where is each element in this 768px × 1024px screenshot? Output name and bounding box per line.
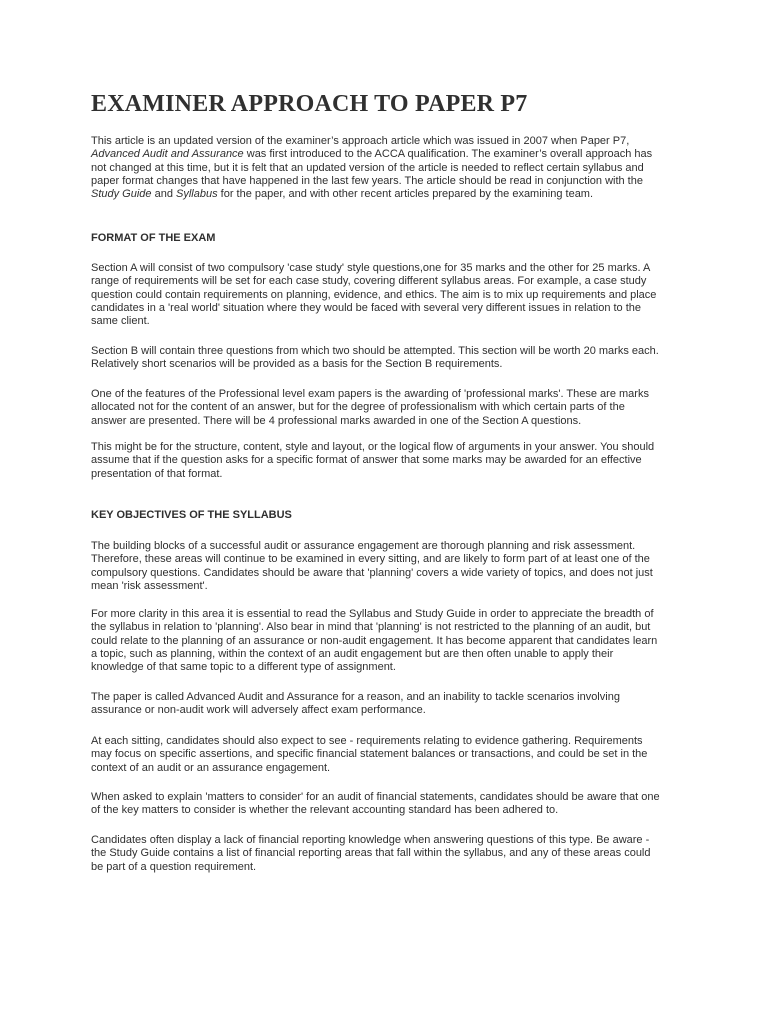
text-line: of the key matters to consider is whether the relevant accounting standard has been adhered to. [91,804,559,817]
text-line: This might be for the structure, content, style and layout, or the logical flow of arguments in your answer. You should [91,441,655,453]
text-line: a topic, such as planning, within the context of an audit engagement but are then often unable to apply their [91,647,614,660]
text-line: Section B will contain three questions from which two should be attempted. This section will be worth 20 marks each. [91,345,659,357]
text-line: assurance or non-audit work will adversely affect exam performance. [91,704,426,717]
text-line: question could contain requirements on planning, evidence, and ethics. The aim is to mix up requirements and place [91,288,657,301]
text-line: Relatively short scenarios will be provided as a basis for the Section B requirements. [91,358,503,371]
text-line: could relate to the planning of an assurance or non-audit engagement. It has become apparent that candidates learn [91,634,658,647]
text-line: Candidates often display a lack of financial reporting knowledge when answering questions of this type. Be aware - [91,834,650,846]
intro-line: This article is an updated version of the examiner’s approach article which was issued in 2007 when Paper P7, [91,135,630,147]
text-line: assume that if the question asks for a specific format of answer that some marks may be awarded for an effective [91,454,642,467]
text-line: One of the features of the Professional level exam papers is the awarding of 'professional marks'. These are marks [91,388,649,400]
text-line: allocated not for the content of an answer, but for the degree of professionalism with which certain parts of the [91,401,625,414]
page-title: EXAMINER APPROACH TO PAPER P7 [91,91,528,117]
text-line: The paper is called Advanced Audit and Assurance for a reason, and an inability to tackle scenarios involving [91,691,620,703]
text-line: compulsory questions. Candidates should be aware that 'planning' covers a wide variety of topics, and does not just [91,566,653,579]
section-heading-objectives: KEY OBJECTIVES OF THE SYLLABUS [91,509,292,521]
objectives-paragraph-6 [91,834,691,874]
text-line: context of an audit or an assurance engagement. [91,761,331,774]
intro-text: and [151,188,177,201]
format-paragraph-4 [91,441,691,481]
text-line: the syllabus in relation to 'planning'. Also bear in mind that 'planning' is not restricted to the planning of an audit, but [91,621,651,634]
text-line: the Study Guide contains a list of financial reporting areas that fall within the syllabus, and any of these areas could [91,847,651,860]
intro-text: was first introduced to the ACCA qualification. The examiner’s overall approach has [243,148,653,161]
text-line: When asked to explain 'matters to consider' for an audit of financial statements, candidates should be aware that one [91,791,660,803]
objectives-paragraph-1 [91,540,691,593]
text-line: At each sitting, candidates should also expect to see - requirements relating to evidence gathering. Requirements [91,735,643,747]
objectives-paragraph-2 [91,608,691,674]
intro-line: not changed at this time, but it is felt that an updated version of the article is needed to reflect certain syllabus and [91,161,644,174]
intro-paragraph [91,135,691,201]
intro-line: paper format changes that have happened in the last few years. The article should be read in conjunction with the [91,174,643,187]
intro-line [91,188,691,201]
text-line: mean 'risk assessment'. [91,579,208,592]
text-line: The building blocks of a successful audit or assurance engagement are thorough planning and risk assessment. [91,540,636,552]
text-line: Section A will consist of two compulsory 'case study' style questions,one for 35 marks and the other for 25 marks. A [91,262,651,274]
text-line: may focus on specific assertions, and specific financial statement balances or transactions, and could be set in the [91,748,648,761]
text-line: same client. [91,315,150,328]
objectives-paragraph-3 [91,691,691,718]
text-line: For more clarity in this area it is essential to read the Syllabus and Study Guide in order to appreciate the breadth of [91,608,654,620]
text-line: Therefore, these areas will continue to be examined in every sitting, and are likely to form part of at least one of the [91,553,650,566]
section-heading-format: FORMAT OF THE EXAM [91,232,216,244]
text-line: range of requirements will be set for each case study, covering different syllabus areas. For example, a case study [91,275,647,288]
text-line: candidates in a 'real world' situation where they would be faced with several very different issues in relation to the [91,301,642,314]
intro-italic-syllabus: Syllabus [176,188,218,201]
intro-italic-title: Advanced Audit and Assurance [91,148,244,161]
text-line: knowledge of that same topic to a different type of assignment. [91,661,396,674]
format-paragraph-1 [91,262,691,328]
objectives-paragraph-4 [91,735,691,775]
format-paragraph-3 [91,388,691,428]
intro-italic-study-guide: Study Guide [91,188,152,201]
text-line: presentation of that format. [91,467,223,480]
intro-text: for the paper, and with other recent articles prepared by the examining team. [217,188,594,201]
intro-line [91,148,691,161]
text-line: answer are presented. There will be 4 professional marks awarded in one of the Section A questions. [91,414,582,427]
text-line: be part of a question requirement. [91,860,257,873]
format-paragraph-2 [91,345,691,372]
objectives-paragraph-5 [91,791,691,818]
